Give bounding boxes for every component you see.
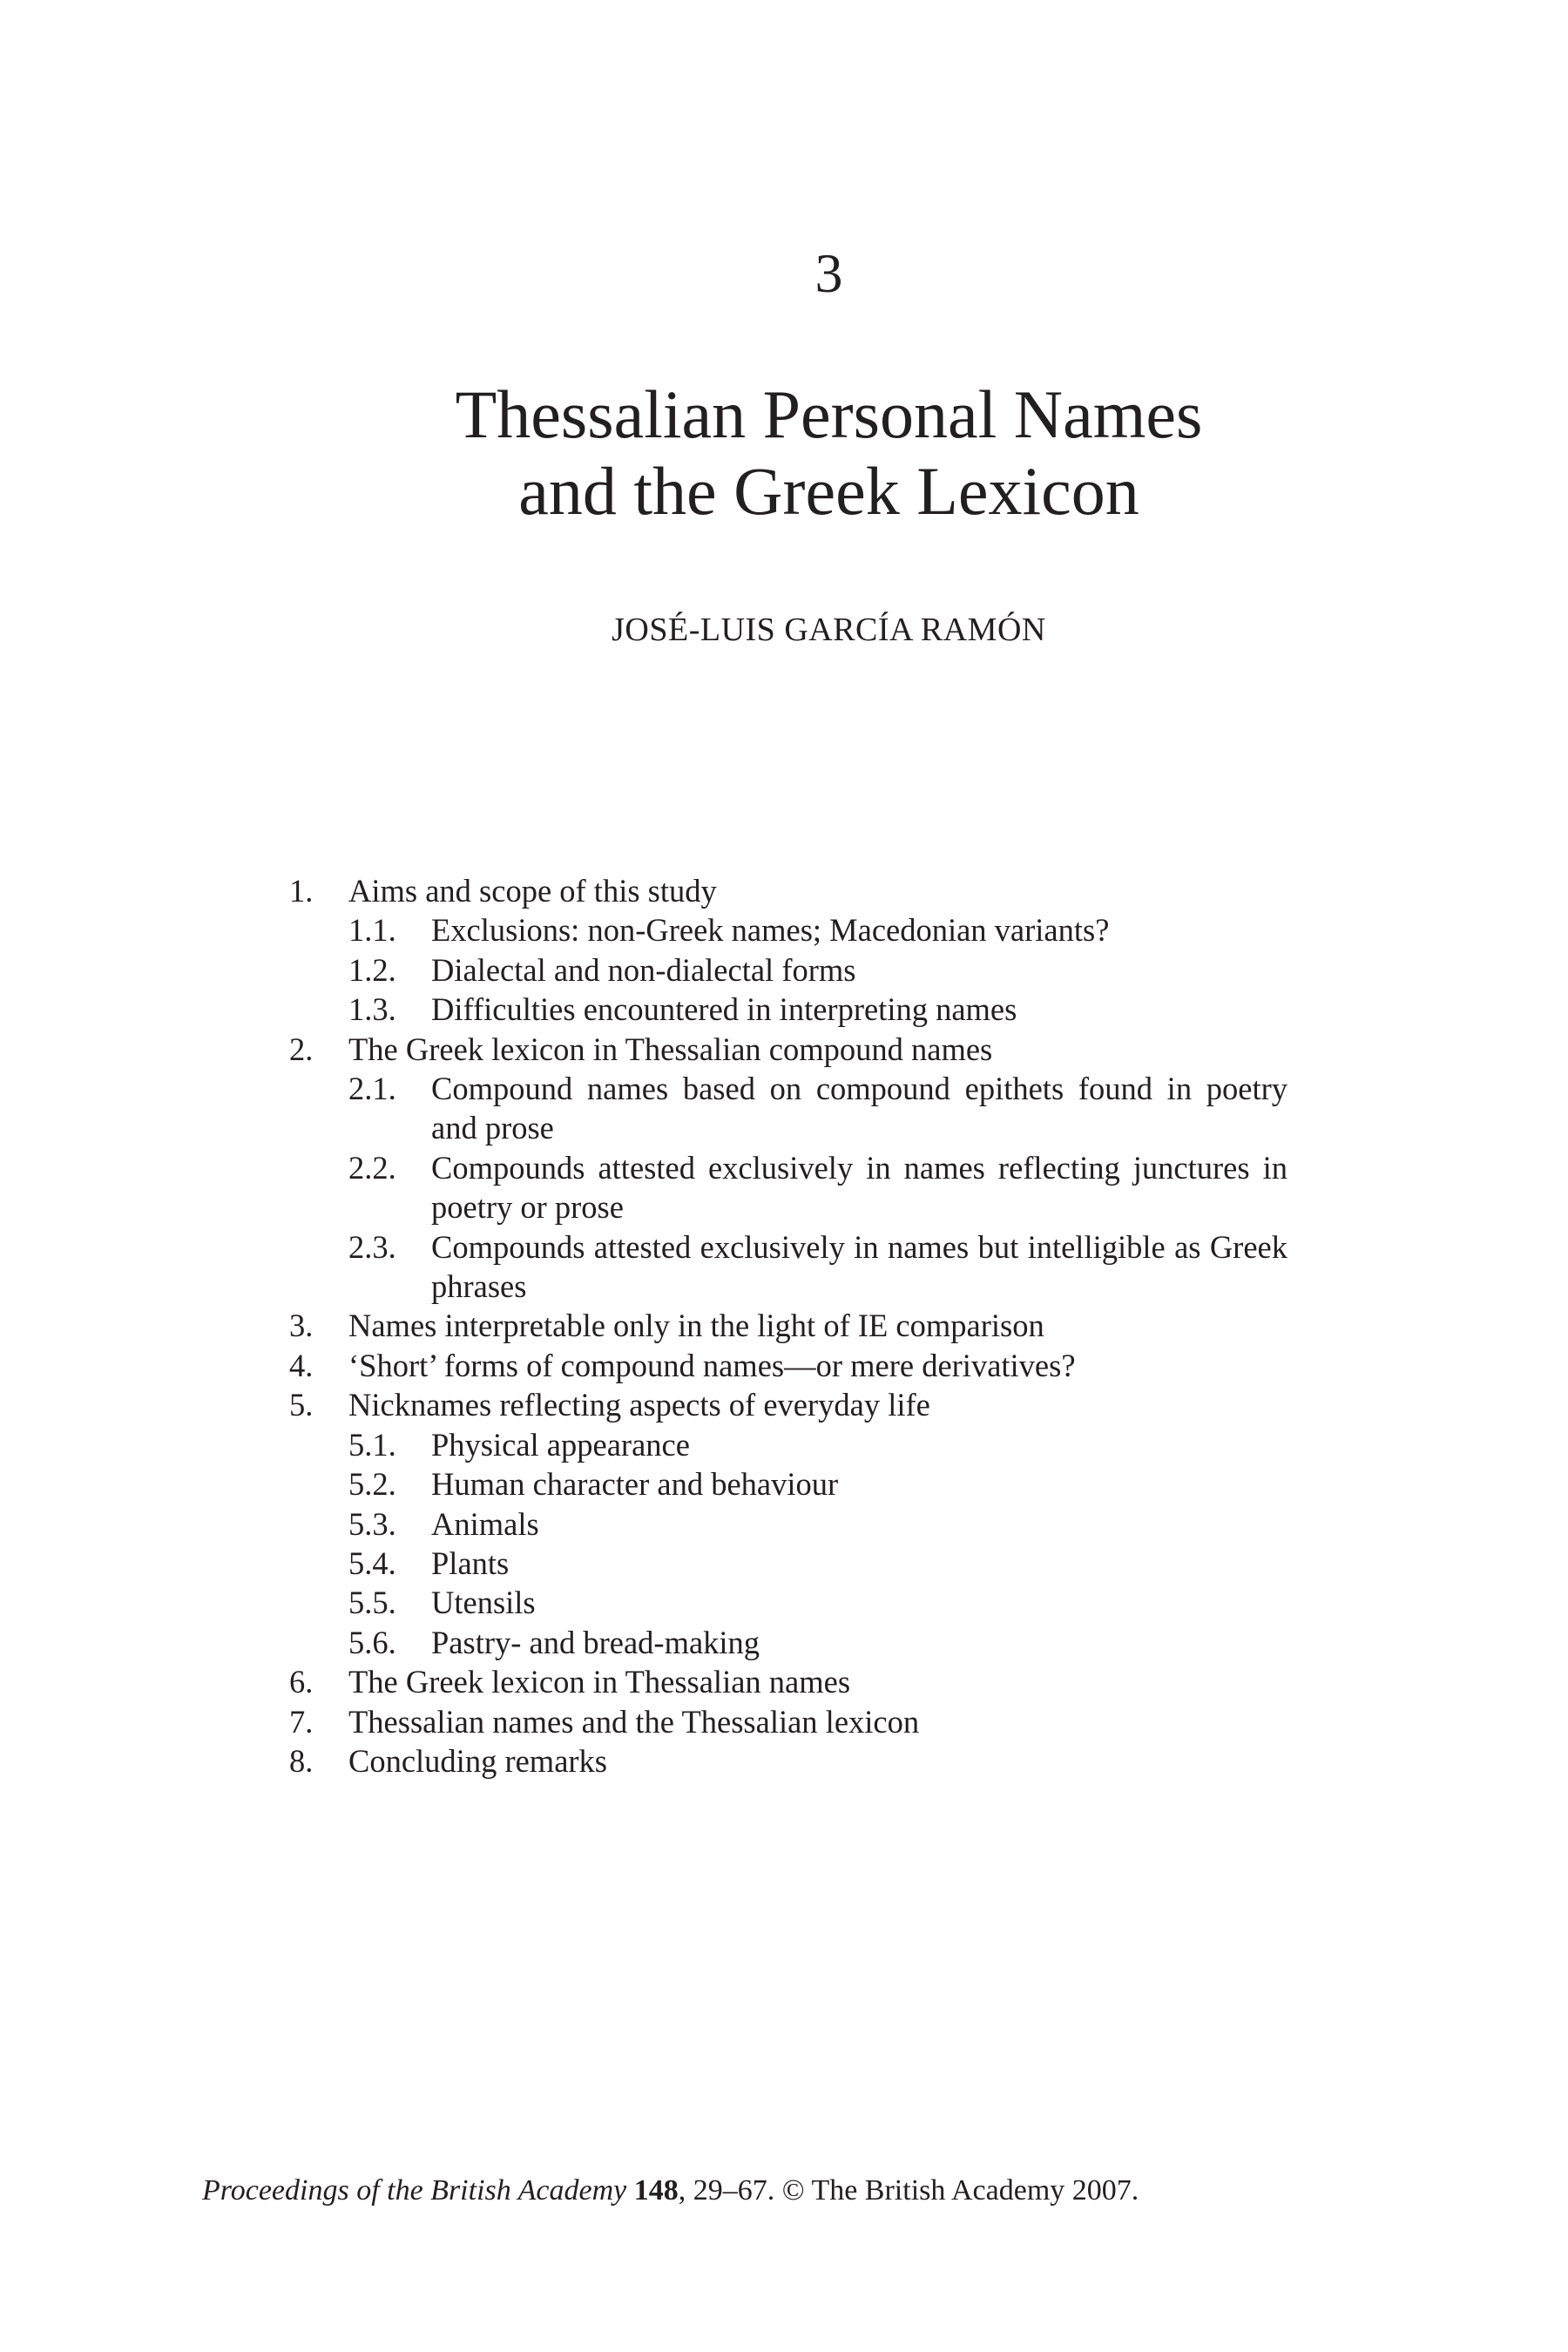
toc-item-text: Compounds attested exclusively in names reflecting junctures in poetry or prose [431,1149,1288,1226]
toc-item [286,990,1288,1029]
toc-item [286,1425,1288,1464]
toc-item-number: 4. [289,1347,314,1383]
toc-item-text: Plants [431,1544,510,1581]
toc-item-text: Nicknames reflecting aspects of everyday life [348,1387,930,1423]
chapter-title [0,376,1568,530]
citation-details: , 29–67. © The British Academy 2007. [678,2174,1139,2207]
chapter-title-line-2: and the Greek Lexicon [518,453,1139,529]
toc-item-number: 3. [289,1308,314,1344]
toc-item-text: Concluding remarks [348,1742,608,1779]
chapter-number: 3 [814,242,843,304]
toc-item [286,1662,1288,1701]
toc-item [286,1741,1288,1781]
toc-item-text: Thessalian names and the Thessalian lexicon [348,1703,920,1740]
toc-item-text: Compounds attested exclusively in names but intelligible as Greek phrases [431,1228,1288,1305]
toc-item [286,1583,1288,1622]
toc-item [286,910,1288,950]
toc-item [286,1306,1288,1345]
toc-item-number: 5.6. [348,1624,396,1660]
table-of-contents [286,871,1288,1781]
toc-item-text: Physical appearance [431,1426,690,1463]
toc-item-text: Names interpretable only in the light of IE comparison [348,1308,1044,1344]
toc-item [286,1227,1288,1307]
volume-number: 148 [633,2174,679,2207]
toc-item-text: Pastry- and bread-making [431,1624,760,1660]
toc-item-text: Human character and behaviour [431,1466,839,1503]
toc-item-text: The Greek lexicon in Thessalian names [348,1664,851,1700]
toc-item-number: 5. [289,1387,314,1423]
toc-item-text: The Greek lexicon in Thessalian compound names [348,1031,993,1067]
toc-item [286,1030,1288,1069]
toc-item [286,871,1288,910]
toc-item [286,1148,1288,1227]
journal-name: Proceedings of the British Academy [202,2174,627,2207]
toc-item-number: 1.1. [348,912,396,949]
toc-item-number: 5.3. [348,1505,396,1542]
toc-item-number: 7. [289,1703,314,1740]
toc-item-text: Compound names based on compound epithets found in poetry and prose [431,1071,1288,1146]
citation-footer [202,2176,1139,2206]
toc-item-text: Aims and scope of this study [348,873,717,909]
toc-item [286,1464,1288,1504]
toc-item-number: 1.2. [348,951,396,988]
toc-item-number: 5.1. [348,1426,396,1463]
toc-item [286,1385,1288,1424]
toc-item-number: 2.2. [348,1149,396,1186]
toc-item-text: Utensils [431,1585,536,1621]
toc-item [286,1346,1288,1385]
toc-item-number: 2. [289,1031,314,1067]
toc-item-text: Animals [431,1505,539,1542]
toc-item-text: ‘Short’ forms of compound names—or mere derivatives? [348,1347,1076,1383]
toc-item-number: 8. [289,1742,314,1779]
toc-item-number: 5.5. [348,1585,396,1621]
toc-item-text: Exclusions: non-Greek names; Macedonian variants? [431,912,1110,949]
toc-item [286,1702,1288,1741]
toc-item-number: 2.3. [348,1228,396,1265]
toc-item [286,1504,1288,1544]
toc-item-number: 2.1. [348,1071,396,1107]
author-name: JOSÉ-LUIS GARCÍA RAMÓN [612,612,1046,648]
chapter-title-line-1: Thessalian Personal Names [455,376,1203,452]
toc-item-number: 5.4. [348,1544,396,1581]
toc-item [286,1623,1288,1662]
toc-item [286,1069,1288,1148]
toc-item-text: Dialectal and non-dialectal forms [431,951,856,988]
toc-item-text: Difficulties encountered in interpreting names [431,991,1017,1028]
toc-item-number: 5.2. [348,1466,396,1503]
toc-item [286,950,1288,990]
toc-item-number: 1. [289,873,314,909]
toc-item [286,1544,1288,1583]
toc-item-number: 1.3. [348,991,396,1028]
toc-item-number: 6. [289,1664,314,1700]
